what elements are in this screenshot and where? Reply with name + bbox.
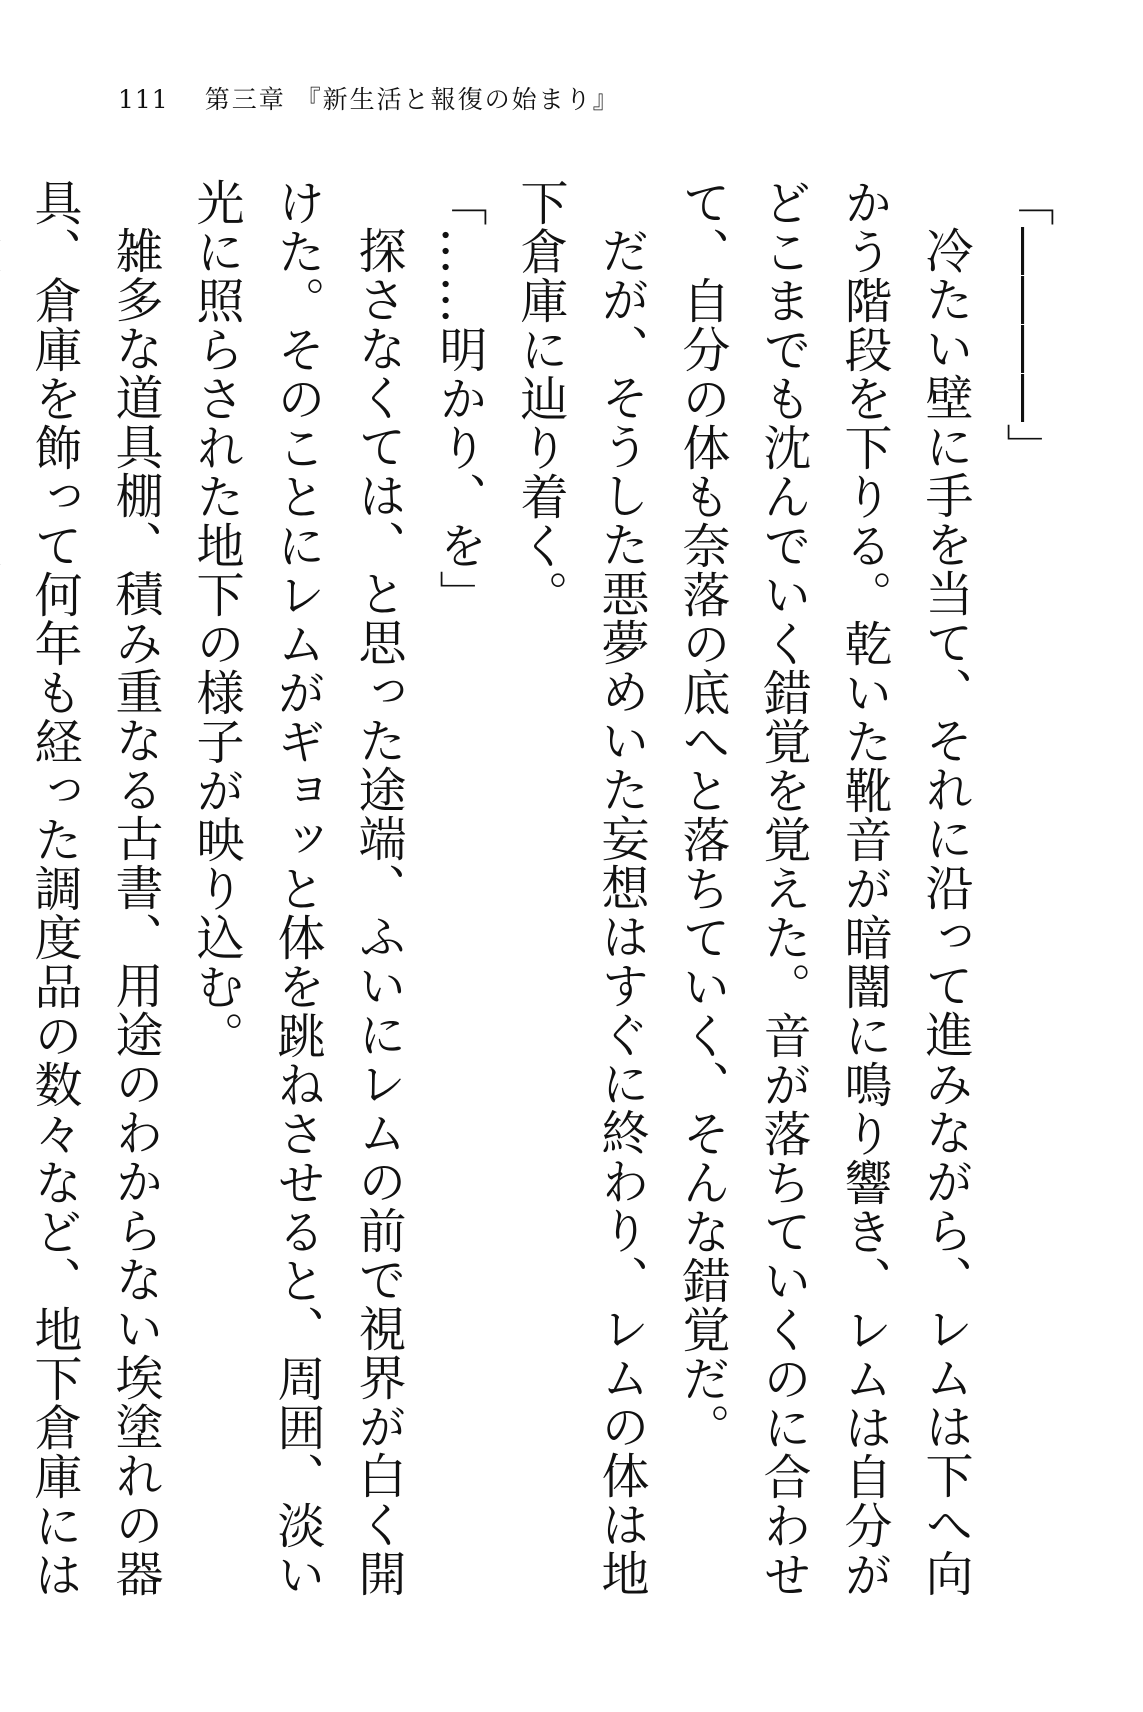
paragraph-3: だが、そうした悪夢めいた妄想はすぐに終わり、レムの体は地下倉庫に辿り着く。 (512, 178, 649, 1598)
body-text (26, 178, 1066, 1638)
chapter-title: 第三章 『新生活と報復の始まり』 (204, 85, 620, 114)
paragraph-2: 冷たい壁に手を当て、それに沿って進みながら、レムは下へ向かう階段を下りる。乾いた靴音が暗闇に鳴り響き、レムは自分がどこまでも沈んでいく錯覚を覚えた。音が落ちていくのに合わせて、自分の体も奈落の底へと落ちていく、そんな錯覚だ。 (674, 178, 973, 1599)
running-header (118, 80, 620, 120)
paragraph-1: 「――――」 (998, 178, 1054, 472)
page-number: 111 (118, 85, 169, 114)
paragraph-6: 雑多な道具棚、積み重なる古書、用途のわからない埃塗れの器具、倉庫を飾って何年も経った調度品の数々など、地下倉庫には (26, 178, 163, 1599)
paragraph-4: 「……明かり、を」 (431, 178, 487, 619)
paragraph-5: 探さなくては、と思った途端、ふいにレムの前で視界が白く開けた。そのことにレムがギョッと体を跳ねさせると、周囲、淡い光に照らされた地下の様子が映り込む。 (188, 178, 406, 1599)
